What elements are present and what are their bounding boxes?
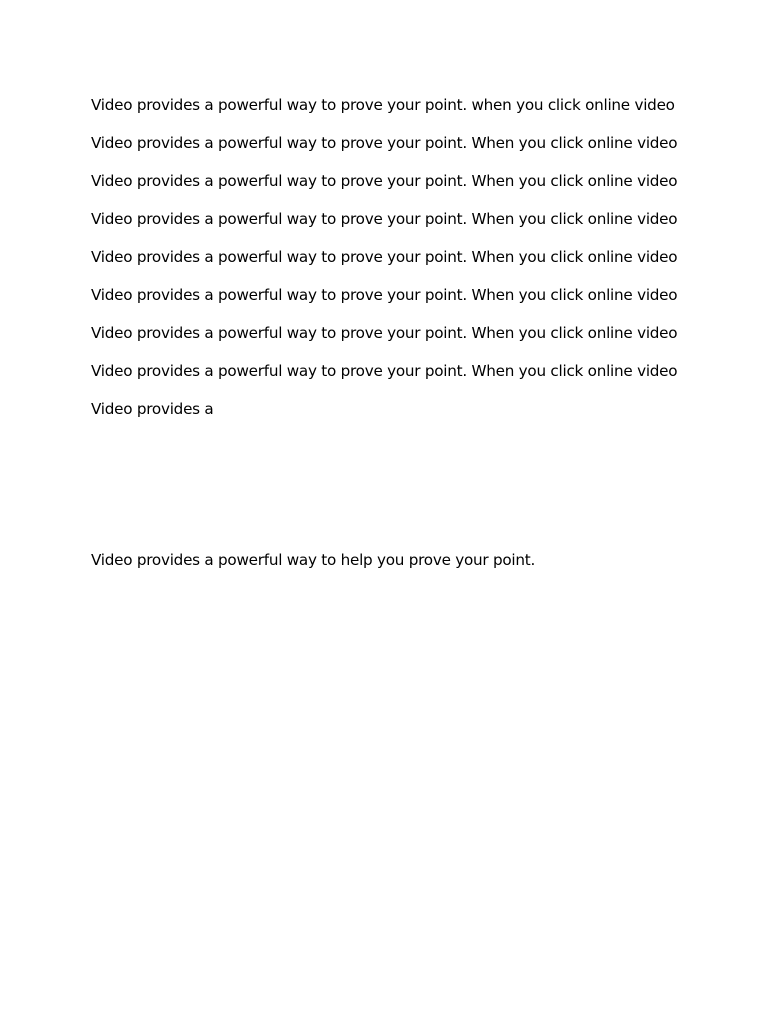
paragraph-line-3: Video provides a powerful way to prove your point. When you click online video <box>91 172 678 190</box>
paragraph-line-7: Video provides a powerful way to prove your point. When you click online video <box>91 324 678 342</box>
paragraph-line-4: Video provides a powerful way to prove your point. When you click online video <box>91 210 678 228</box>
document-paragraph <box>91 92 691 434</box>
paragraph-line-1: Video provides a powerful way to prove your point. when you click online video <box>91 96 675 114</box>
paragraph-line-6: Video provides a powerful way to prove your point. When you click online video <box>91 286 678 304</box>
paragraph-line-9: Video provides a <box>91 400 214 418</box>
closing-paragraph: Video provides a powerful way to help you prove your point. <box>91 551 536 569</box>
paragraph-line-8: Video provides a powerful way to prove your point. When you click online video <box>91 362 678 380</box>
paragraph-line-2: Video provides a powerful way to prove your point. When you click online video <box>91 134 678 152</box>
paragraph-line-5: Video provides a powerful way to prove your point. When you click online video <box>91 248 678 266</box>
